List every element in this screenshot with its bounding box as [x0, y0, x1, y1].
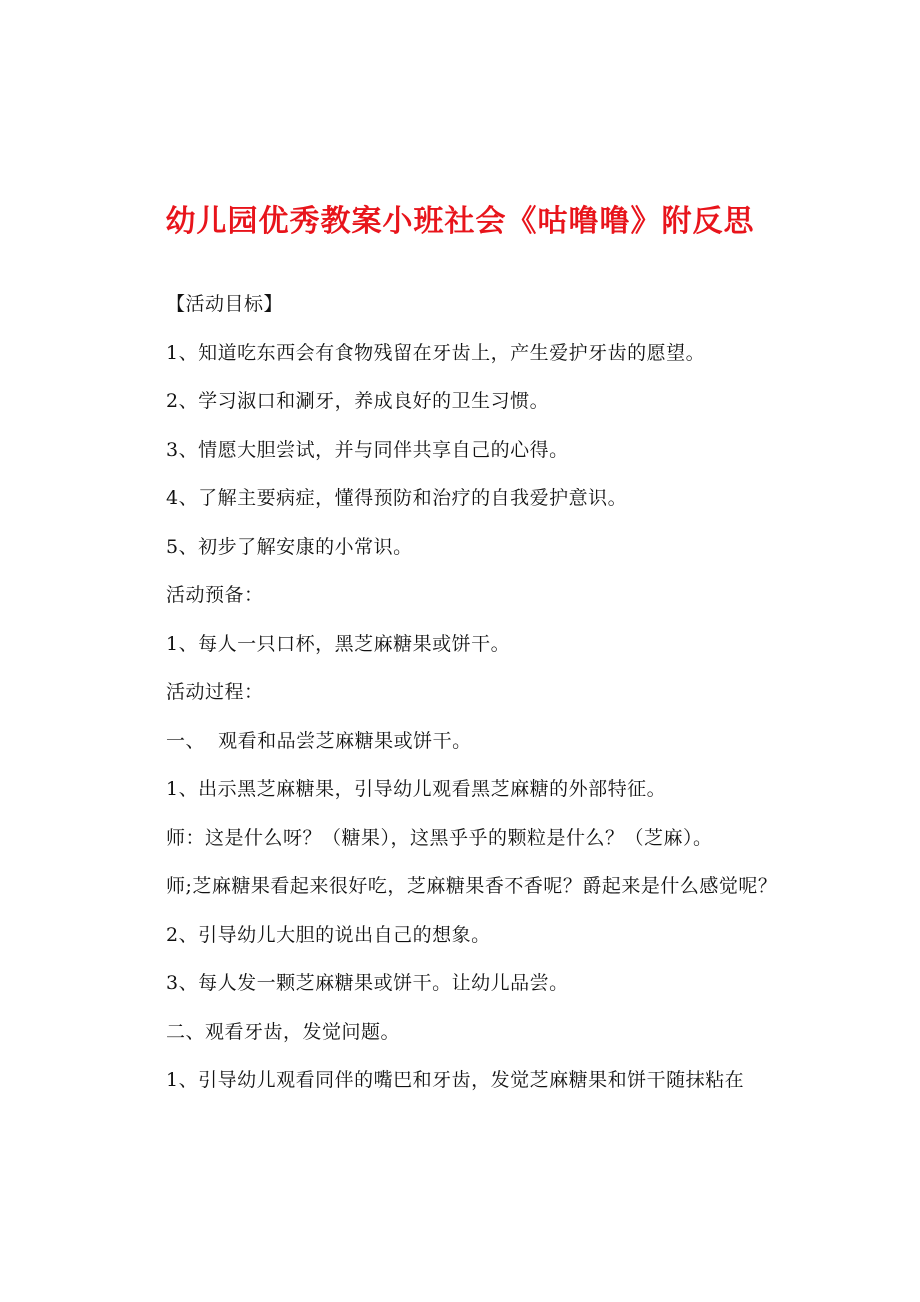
- goal-item-5: 5、初步了解安康的小常识。: [166, 535, 413, 558]
- section-heading-goals: 【活动目标】: [166, 293, 284, 315]
- goal-item-3: 3、情愿大胆尝试，并与同伴共享自己的心得。: [166, 438, 569, 461]
- teacher-dialogue-1: 师：这是什么呀？（糖果），这黑乎乎的颗粒是什么？（芝麻）。: [166, 826, 713, 849]
- process-step-1-item-2: 2、引导幼儿大胆的说出自己的想象。: [166, 923, 491, 946]
- document-title: 幼儿园优秀教案小班社会《咕噜噜》附反思: [165, 204, 755, 239]
- goal-item-1: 1、知道吃东西会有食物残留在牙齿上，产生爱护牙齿的愿望。: [166, 341, 706, 364]
- goal-item-2: 2、学习淑口和涮牙，养成良好的卫生习惯。: [166, 390, 550, 412]
- process-step-1-item-1: 1、出示黑芝麻糖果，引导幼儿观看黑芝麻糖的外部特征。: [166, 778, 667, 800]
- section-heading-preparation: 活动预备：: [166, 584, 264, 606]
- process-step-1-item-3: 3、每人发一颗芝麻糖果或饼干。让幼儿品尝。: [166, 972, 569, 994]
- document-body: [124, 280, 814, 1105]
- process-step-2-item-1: 1、引导幼儿观看同伴的嘴巴和牙齿，发觉芝麻糖果和饼干随抹粘在: [166, 1069, 745, 1091]
- goal-item-4: 4、了解主要病症，懂得预防和治疗的自我爱护意识。: [166, 487, 628, 509]
- process-step-2-heading: 二、观看牙齿，发觉问题。: [166, 1020, 401, 1043]
- teacher-dialogue-2: 师;芝麻糖果看起来很好吃，芝麻糖果香不香呢？爵起来是什么感觉呢？: [166, 875, 778, 897]
- preparation-item-1: 1、每人一只口杯，黑芝麻糖果或饼干。: [166, 632, 511, 655]
- process-step-1-heading: 一、 观看和品尝芝麻糖果或饼干。: [166, 729, 472, 752]
- section-heading-process: 活动过程：: [166, 681, 264, 703]
